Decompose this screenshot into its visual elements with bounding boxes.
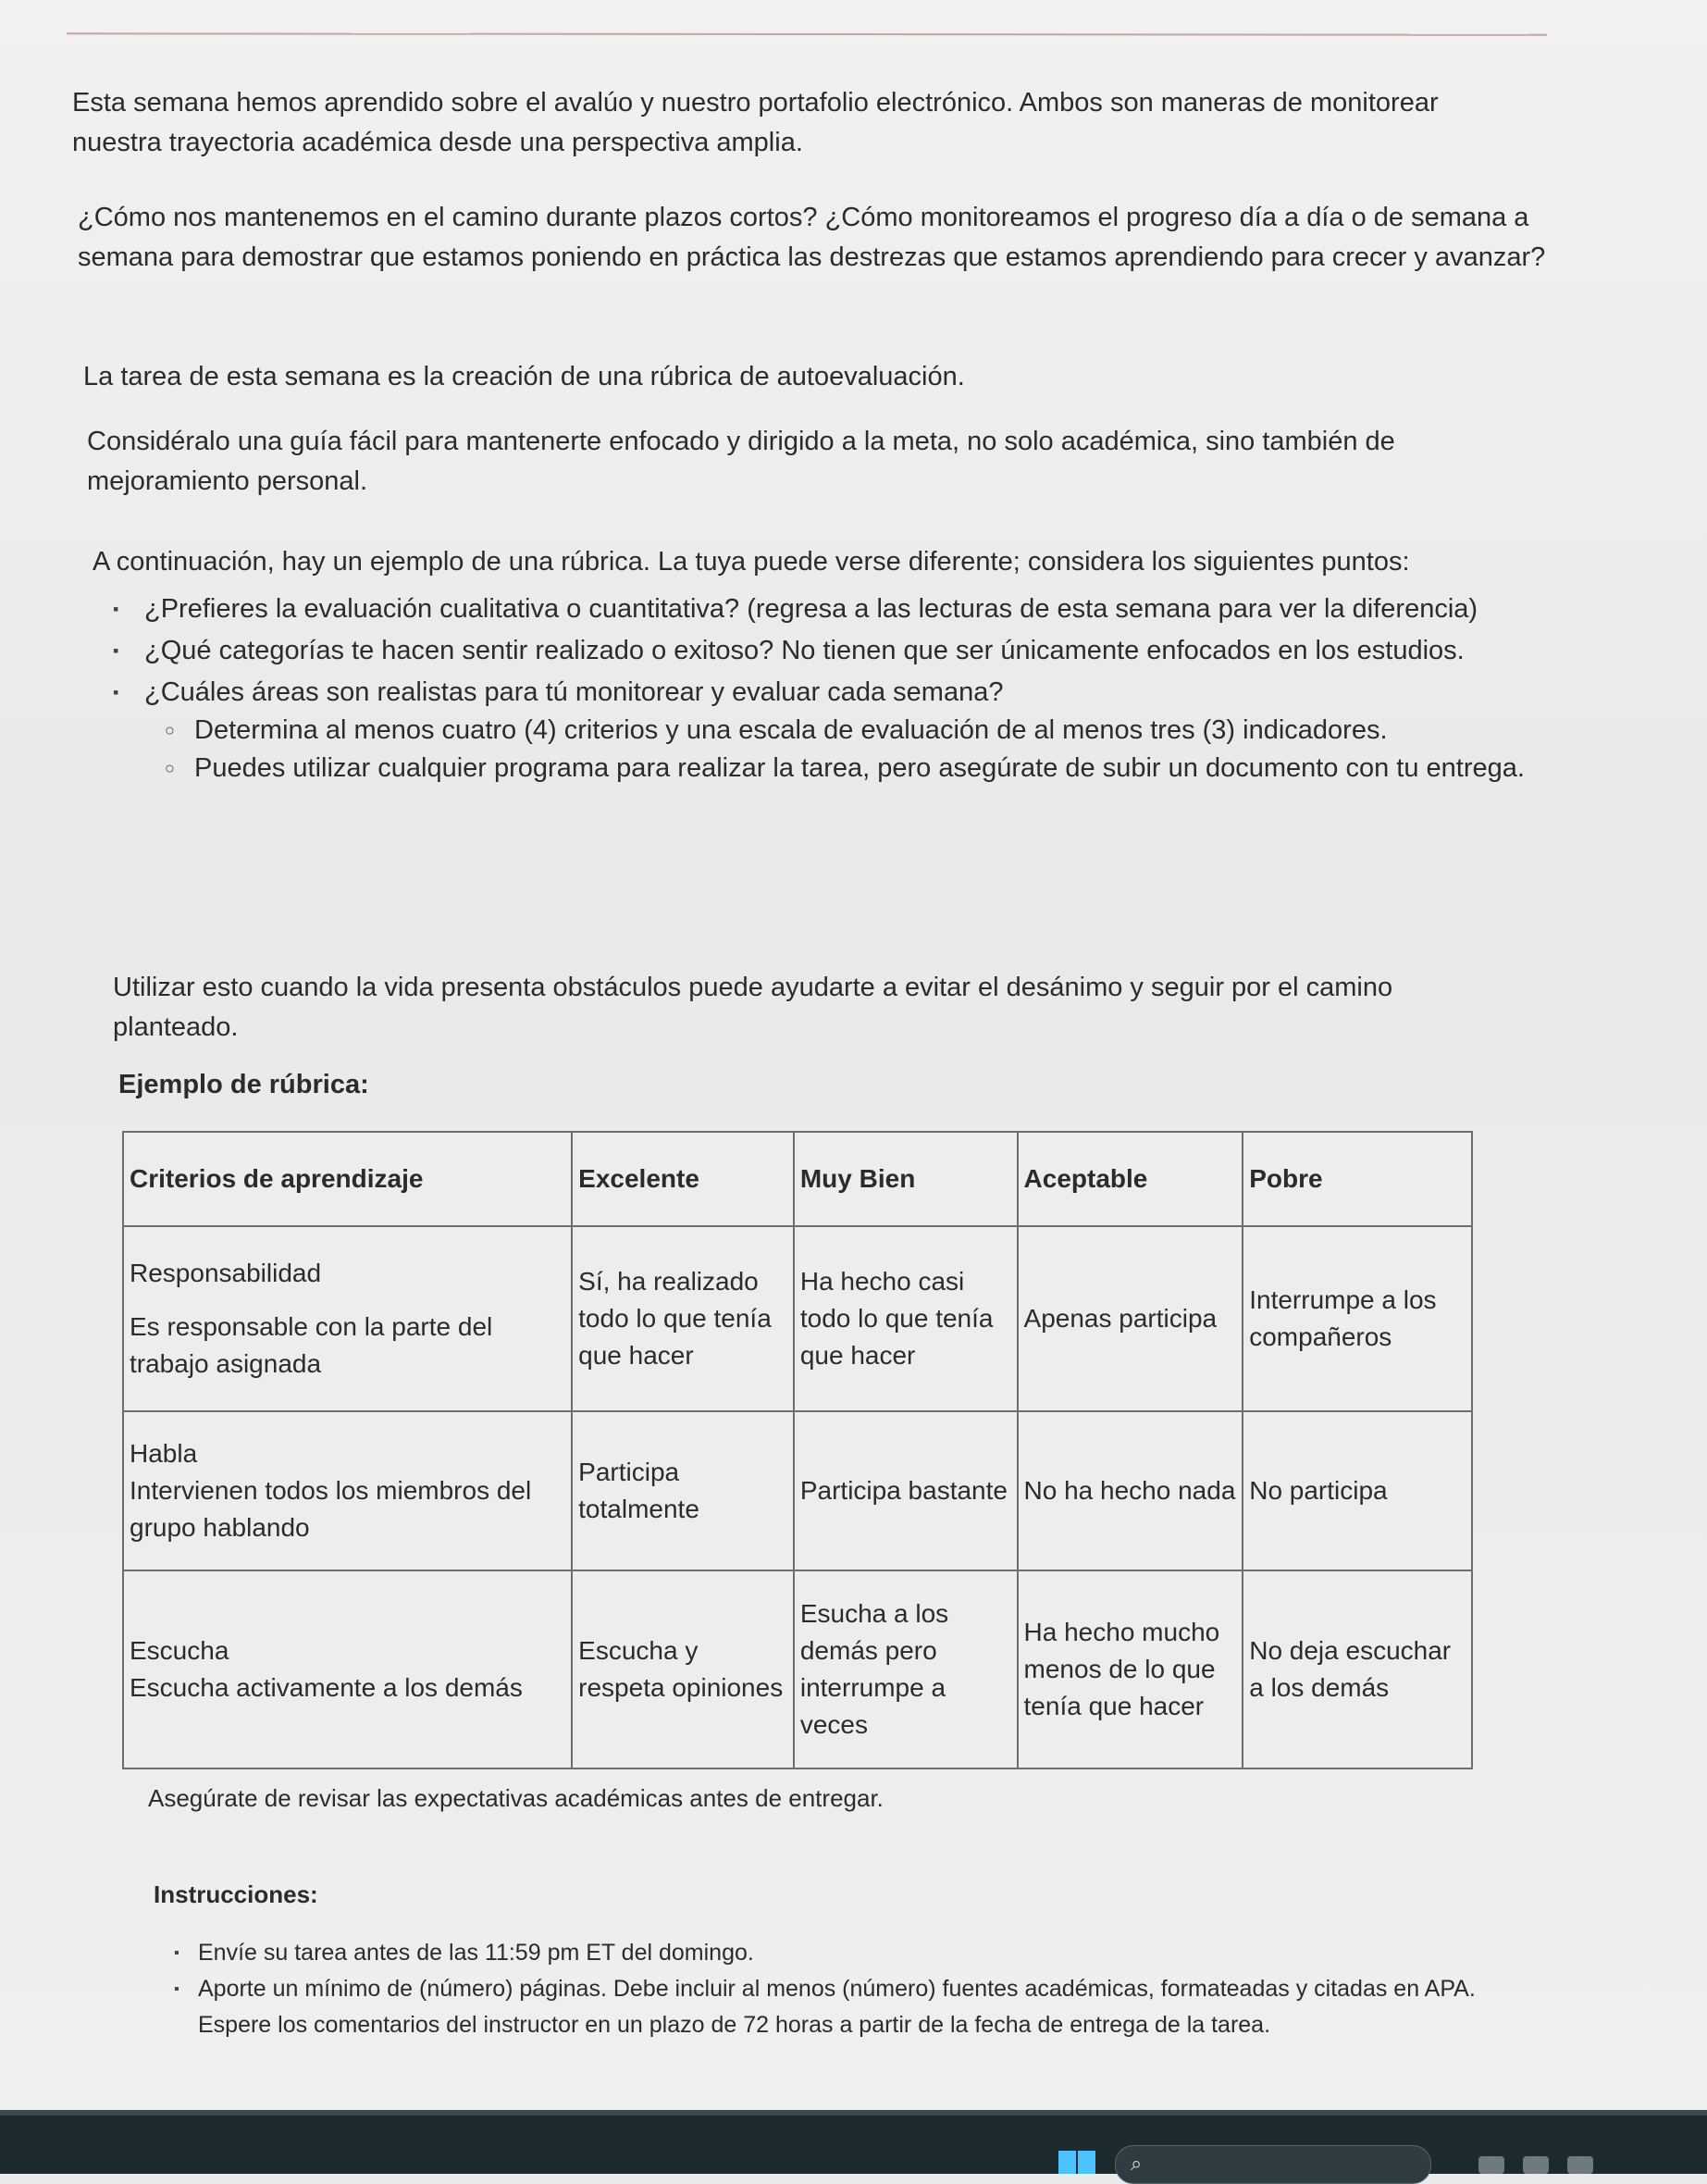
windows-start-icon[interactable] (1058, 2151, 1095, 2174)
taskbar-app-icon[interactable] (1567, 2156, 1593, 2174)
sub-list (144, 712, 1545, 788)
criteria-desc: Es responsable con la parte del trabajo asignada (130, 1312, 493, 1378)
header-aceptable: Aceptable (1018, 1132, 1243, 1226)
rating-cell: Ha hecho mucho menos de lo que tenía que hacer (1018, 1570, 1243, 1768)
sub-list-item: ○ Puedes utilizar cualquier programa para realizar la tarea, pero asegúrate de subir un documento con tu entrega. (194, 750, 1545, 788)
intro-paragraph-4: Considéralo una guía fácil para mantenerte enfocado y dirigido a la meta, no solo académica, sino también de mejoramiento personal. (87, 427, 1395, 496)
header-muy-bien: Muy Bien (794, 1132, 1018, 1226)
list-item: ▪ ¿Cuáles áreas son realistas para tú monitorear y evaluar cada semana? ○ Determina al menos cuatro (4) criterios y una escala de evaluación de al menos tres (3) indicadores. ○ Puedes utilizar cualquier programa para realizar la tarea, pero asegúrate de subir un documento con tu entrega. (139, 674, 1545, 788)
intro-paragraph-1: Esta semana hemos aprendido sobre el avalúo y nuestro portafolio electrónico. Ambos son maneras de monitorear nuestra trayectoria académica desde una perspectiva amplia. (72, 88, 1439, 157)
criteria-name: Responsabilidad (130, 1259, 322, 1287)
criteria-cell (123, 1570, 572, 1768)
table-row (123, 1411, 1472, 1570)
list-item: ▪ ¿Qué categorías te hacen sentir realizado o exitoso? No tienen que ser únicamente enfocados en los estudios. (139, 632, 1545, 670)
taskbar-edge (0, 2110, 1707, 2116)
criteria-desc: Escucha activamente a los demás (130, 1673, 523, 1702)
table-row (123, 1226, 1472, 1411)
instructions-list (198, 1936, 1493, 2044)
list-item: ▪ ¿Prefieres la evaluación cualitativa o cuantitativa? (regresa a las lecturas de esta semana para ver la diferencia) (139, 590, 1545, 628)
rating-cell: Apenas participa (1018, 1226, 1243, 1411)
list-item: ▪ Aporte un mínimo de (número) páginas. Debe incluir al menos (número) fuentes académicas, formateadas y citadas en APA. (198, 1972, 1493, 2006)
criteria-name: Habla (130, 1439, 198, 1468)
header-criteria: Criterios de aprendizaje (123, 1132, 572, 1226)
list-item: Espere los comentarios del instructor en un plazo de 72 horas a partir de la fecha de entrega de la tarea. (198, 2012, 1271, 2038)
rating-cell: No deja escuchar a los demás (1243, 1570, 1472, 1768)
obstacles-paragraph: Utilizar esto cuando la vida presenta obstáculos puede ayudarte a evitar el desánimo y seguir por el camino planteado. (113, 973, 1393, 1042)
criteria-name: Escucha (130, 1636, 229, 1665)
intro-paragraph-3: La tarea de esta semana es la creación de una rúbrica de autoevaluación. (83, 362, 965, 391)
search-icon[interactable]: ⌕ (1131, 2153, 1143, 2176)
criteria-cell (123, 1226, 572, 1411)
rating-cell: Interrumpe a los compañeros (1243, 1226, 1472, 1411)
table-row (123, 1570, 1472, 1768)
table-header-row (123, 1132, 1472, 1226)
taskbar-app-icon[interactable] (1523, 2156, 1549, 2174)
rating-cell: Ha hecho casi todo lo que tenía que hacer (794, 1226, 1018, 1411)
sub-list-item: ○ Determina al menos cuatro (4) criterios y una escala de evaluación de al menos tres (3) indicadores. (194, 712, 1545, 750)
rubric-table (122, 1131, 1473, 1769)
intro-paragraph-5: A continuación, hay un ejemplo de una rúbrica. La tuya puede verse diferente; considera los siguientes puntos: (93, 547, 1410, 577)
taskbar-search[interactable] (1115, 2145, 1431, 2184)
rating-cell: Participa bastante (794, 1411, 1018, 1570)
rating-cell: Esucha a los demás pero interrumpe a veces (794, 1570, 1018, 1768)
list-item: ▪ Envíe su tarea antes de las 11:59 pm ET del domingo. (198, 1936, 1493, 1970)
rating-cell: Participa totalmente (572, 1411, 794, 1570)
header-excelente: Excelente (572, 1132, 794, 1226)
rating-cell: No participa (1243, 1411, 1472, 1570)
considerations-list (139, 590, 1545, 791)
rubric-title: Ejemplo de rúbrica: (118, 1070, 369, 1099)
rating-cell: Sí, ha realizado todo lo que tenía que hacer (572, 1226, 794, 1411)
rating-cell: No ha hecho nada (1018, 1411, 1243, 1570)
header-pobre: Pobre (1243, 1132, 1472, 1226)
review-note: Asegúrate de revisar las expectativas académicas antes de entregar. (148, 1784, 884, 1812)
taskbar (0, 2110, 1707, 2174)
rating-cell: Escucha y respeta opiniones (572, 1570, 794, 1768)
criteria-desc: Intervienen todos los miembros del grupo hablando (130, 1476, 532, 1542)
instructions-title: Instrucciones: (154, 1880, 318, 1908)
top-divider (67, 32, 1547, 35)
intro-paragraph-2: ¿Cómo nos mantenemos en el camino durante plazos cortos? ¿Cómo monitoreamos el progreso día a día o de semana a semana para demostrar que estamos poniendo en práctica las destrezas que estamos aprendiendo para crecer y avanzar? (78, 203, 1546, 272)
criteria-cell (123, 1411, 572, 1570)
taskbar-app-icon[interactable] (1478, 2156, 1504, 2174)
